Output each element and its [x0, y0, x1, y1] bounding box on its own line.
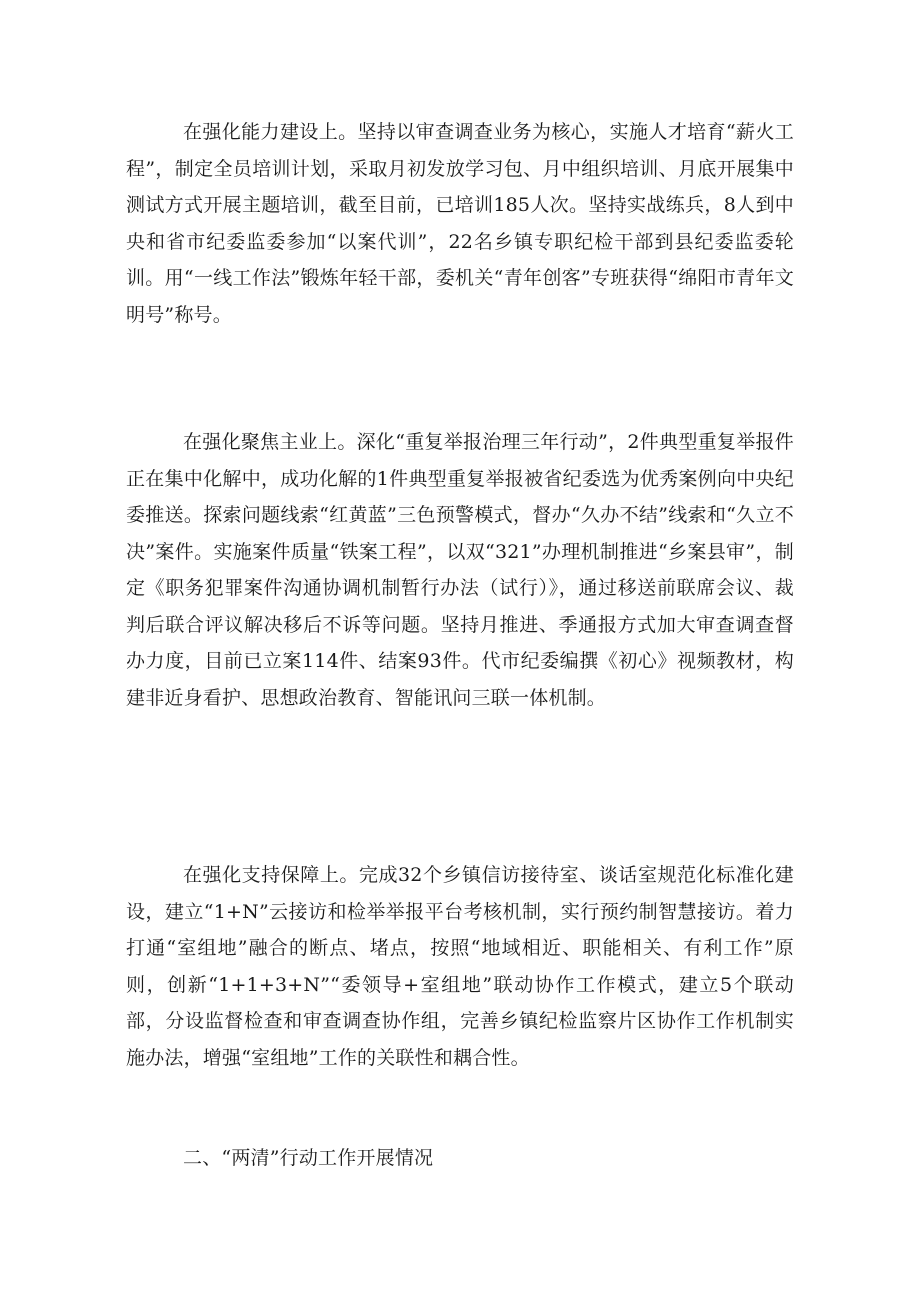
- paragraph-capacity-building: 在强化能力建设上。坚持以审查调查业务为核心，实施人才培育“薪火工程”，制定全员培训计划，采取月初发放学习包、月中组织培训、月底开展集中测试方式开展主题培训，截至目前，已培训185人次。坚持实战练兵，8人到中央和省市纪委监委参加“以案代训”，22名乡镇专职纪检干部到县纪委监委轮训。用“一线工作法”锻炼年轻干部，委机关“青年创客”专班获得“绵阳市青年文明号”称号。: [126, 121, 794, 326]
- section-heading: 二、“两清”行动工作开展情况: [183, 1147, 434, 1169]
- paragraph-support-guarantee: 在强化支持保障上。完成32个乡镇信访接待室、谈话室规范化标准化建设，建立“1+N”云接访和检举举报平台考核机制，实行预约制智慧接访。着力打通“室组地”融合的断点、堵点，按照“地域相近、职能相关、有利工作”原则，创新“1+1+3+N”“委领导+室组地”联动协作工作模式，建立5个联动部，分设监督检查和审查调查协作组，完善乡镇纪检监察片区协作工作机制实施办法，增强“室组地”工作的关联性和耦合性。: [126, 864, 794, 1069]
- paragraph-core-business: 在强化聚焦主业上。深化“重复举报治理三年行动”，2件典型重复举报件正在集中化解中，成功化解的1件典型重复举报被省纪委选为优秀案例向中央纪委推送。探索问题线索“红黄蓝”三色预警模式，督办“久办不结”线索和“久立不决”案件。实施案件质量“铁案工程”，以双“321”办理机制推进“乡案县审”，制定《职务犯罪案件沟通协调机制暂行办法（试行）》，通过移送前联席会议、裁判后联合评议解决移后不诉等问题。坚持月推进、季通报方式加大审查调查督办力度，目前已立案114件、结案93件。代市纪委编撰《初心》视频教材，构建非近身看护、思想政治教育、智能讯问三联一体机制。: [126, 431, 794, 709]
